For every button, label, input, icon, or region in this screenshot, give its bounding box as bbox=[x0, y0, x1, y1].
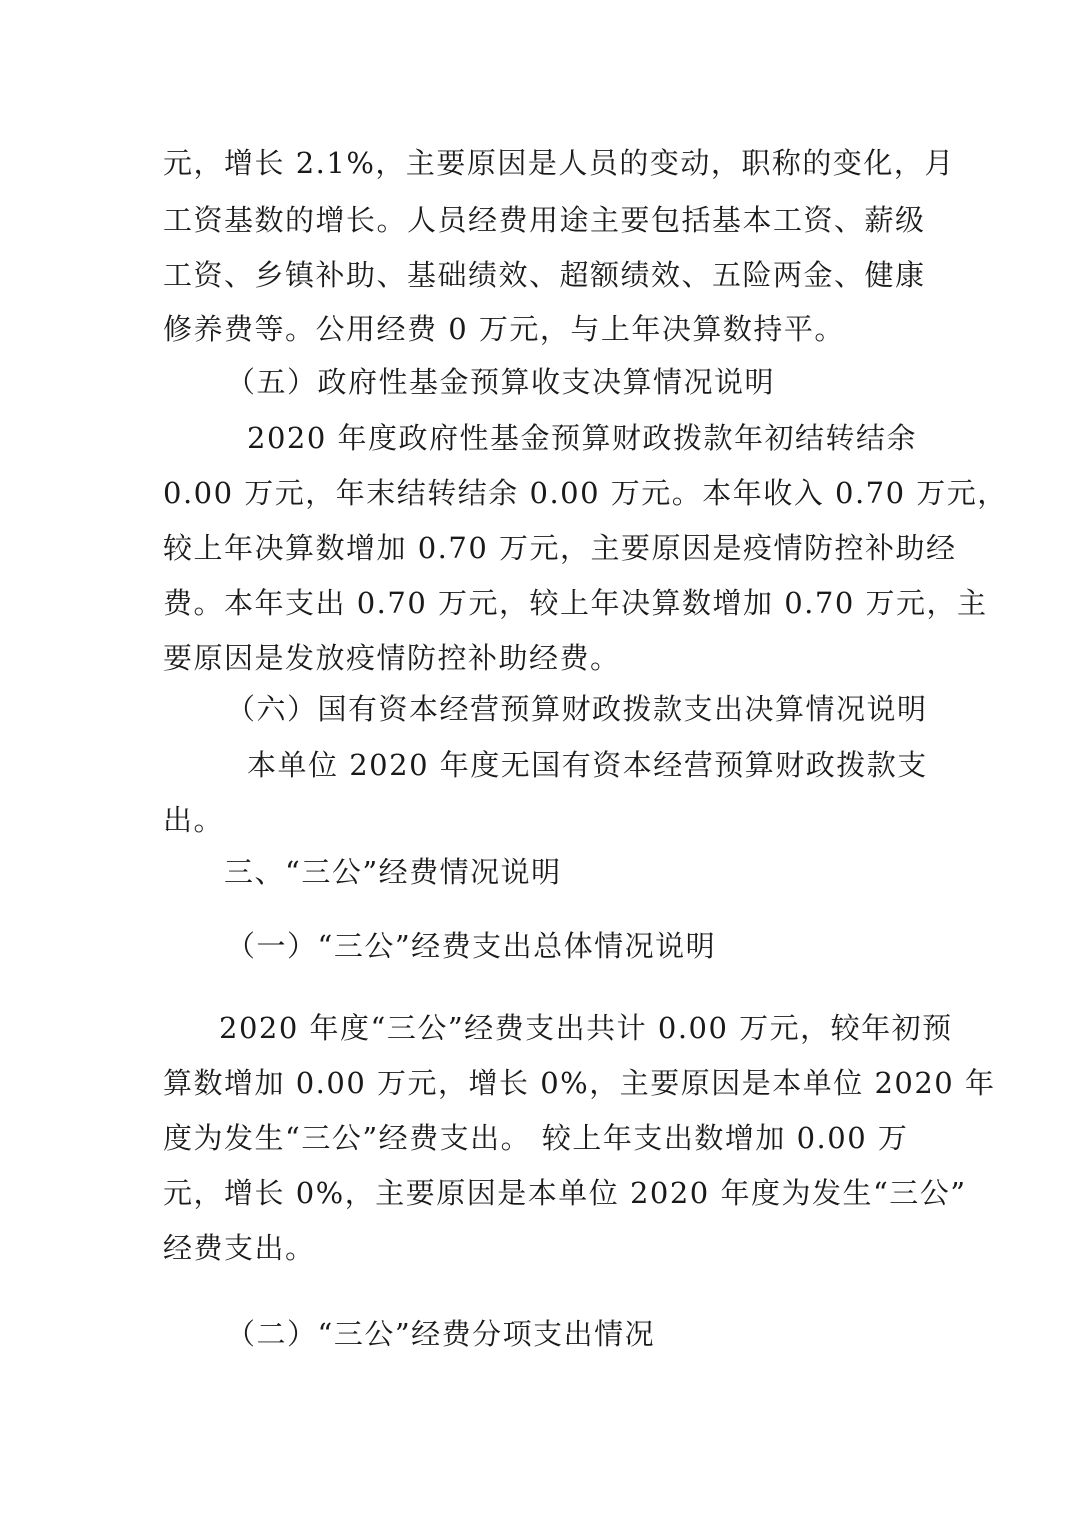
paragraph-line-6: 2020 年度政府性基金预算财政拨款年初结转结余 bbox=[247, 421, 918, 455]
paragraph-line-7: 0.00 万元，年末结转结余 0.00 万元。本年收入 0.70 万元， bbox=[163, 476, 1008, 510]
paragraph-line-16: 2020 年度“三公”经费支出共计 0.00 万元，较年初预 bbox=[219, 1011, 953, 1045]
paragraph-line-13: 出。 bbox=[163, 803, 225, 837]
paragraph-line-4: 修养费等。公用经费 0 万元，与上年决算数持平。 bbox=[163, 312, 845, 346]
paragraph-line-20: 经费支出。 bbox=[163, 1231, 316, 1265]
paragraph-line-3: 工资、乡镇补助、基础绩效、超额绩效、五险两金、健康 bbox=[163, 258, 926, 292]
paragraph-line-8: 较上年决算数增加 0.70 万元，主要原因是疫情防控补助经 bbox=[163, 531, 957, 565]
paragraph-line-18: 度为发生“三公”经费支出。 较上年支出数增加 0.00 万 bbox=[163, 1121, 909, 1155]
section-heading-5: （五）政府性基金预算收支决算情况说明 bbox=[226, 365, 776, 399]
paragraph-line-2: 工资基数的增长。人员经费用途主要包括基本工资、薪级 bbox=[163, 203, 926, 237]
paragraph-line-1: 元，增长 2.1%，主要原因是人员的变动，职称的变化，月 bbox=[163, 146, 955, 180]
paragraph-line-19: 元，增长 0%，主要原因是本单位 2020 年度为发生“三公” bbox=[163, 1176, 967, 1210]
paragraph-line-12: 本单位 2020 年度无国有资本经营预算财政拨款支 bbox=[247, 748, 928, 782]
section-heading-3: 三、“三公”经费情况说明 bbox=[224, 855, 562, 889]
paragraph-line-17: 算数增加 0.00 万元，增长 0%，主要原因是本单位 2020 年 bbox=[163, 1066, 996, 1100]
section-heading-1: （一）“三公”经费支出总体情况说明 bbox=[226, 929, 717, 963]
section-heading-2: （二）“三公”经费分项支出情况 bbox=[226, 1317, 656, 1351]
paragraph-line-10: 要原因是发放疫情防控补助经费。 bbox=[163, 641, 621, 675]
paragraph-line-9: 费。本年支出 0.70 万元，较上年决算数增加 0.70 万元，主 bbox=[163, 586, 988, 620]
section-heading-6: （六）国有资本经营预算财政拨款支出决算情况说明 bbox=[226, 692, 928, 726]
